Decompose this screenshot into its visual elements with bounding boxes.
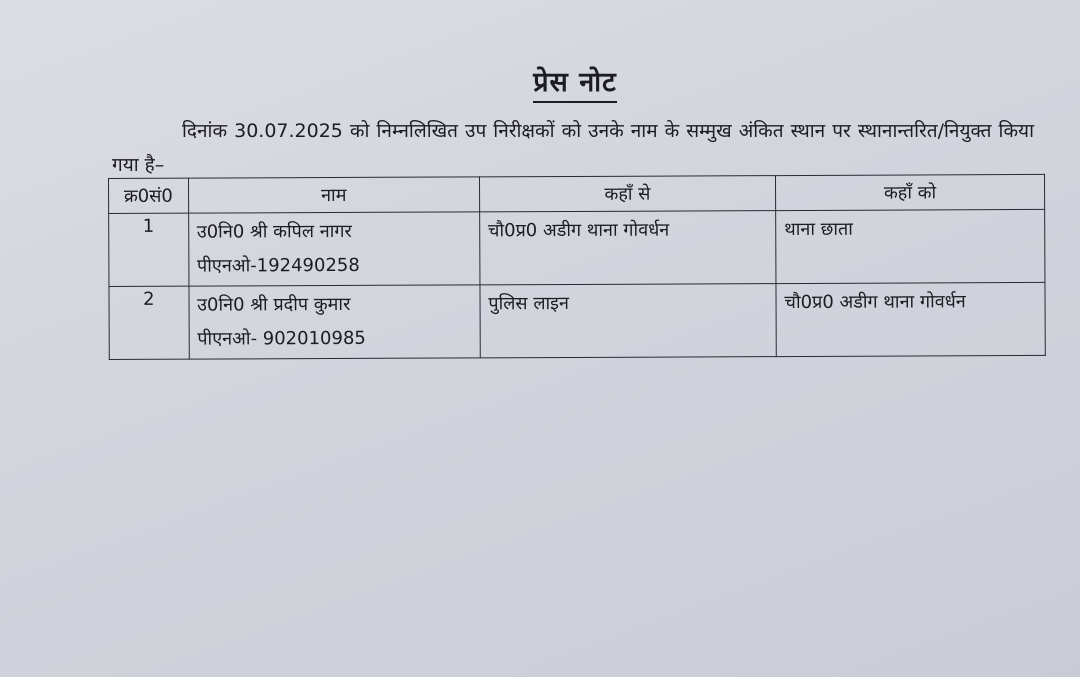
row-to-text: चौ0प्र0 अडीग थाना गोवर्धन xyxy=(784,291,966,314)
row-from xyxy=(480,284,777,358)
row-pno: पीएनओ-192490258 xyxy=(196,254,360,277)
document-paragraph: दिनांक 30.07.2025 को निम्नलिखित उप निरीक्षकों को उनके नाम के सम्मुख अंकित स्थान पर स्थानान्तरित/नियुक्त किया गया है– xyxy=(112,120,1034,176)
document-title: प्रेस नोट xyxy=(533,62,617,103)
header-name: नाम xyxy=(188,177,479,213)
header-from: कहाँ से xyxy=(479,176,775,212)
row-serial: 2 xyxy=(109,286,189,359)
table-header-row xyxy=(109,174,1045,213)
row-name-cell xyxy=(189,285,480,359)
table-row xyxy=(109,282,1045,359)
row-from-text: पुलिस लाइन xyxy=(488,292,570,315)
row-serial: 1 xyxy=(109,213,189,286)
row-name: उ0नि0 श्री प्रदीप कुमार xyxy=(197,293,351,316)
row-from-text: चौ0प्र0 अडीग थाना गोवर्धन xyxy=(487,219,670,242)
transfer-table xyxy=(108,174,1046,360)
row-to xyxy=(776,282,1045,356)
row-to xyxy=(776,209,1045,283)
document-title-wrap xyxy=(0,62,1080,103)
table-row xyxy=(109,209,1045,286)
header-serial: क्र0सं0 xyxy=(109,178,189,213)
header-to: कहाँ को xyxy=(775,174,1044,210)
row-name-cell xyxy=(188,212,479,286)
row-pno: पीएनओ- 902010985 xyxy=(197,327,366,350)
row-from xyxy=(479,211,776,285)
row-to-text: थाना छाता xyxy=(784,218,853,241)
row-name: उ0नि0 श्री कपिल नागर xyxy=(196,220,352,243)
document-paragraph-wrap xyxy=(112,114,1034,182)
